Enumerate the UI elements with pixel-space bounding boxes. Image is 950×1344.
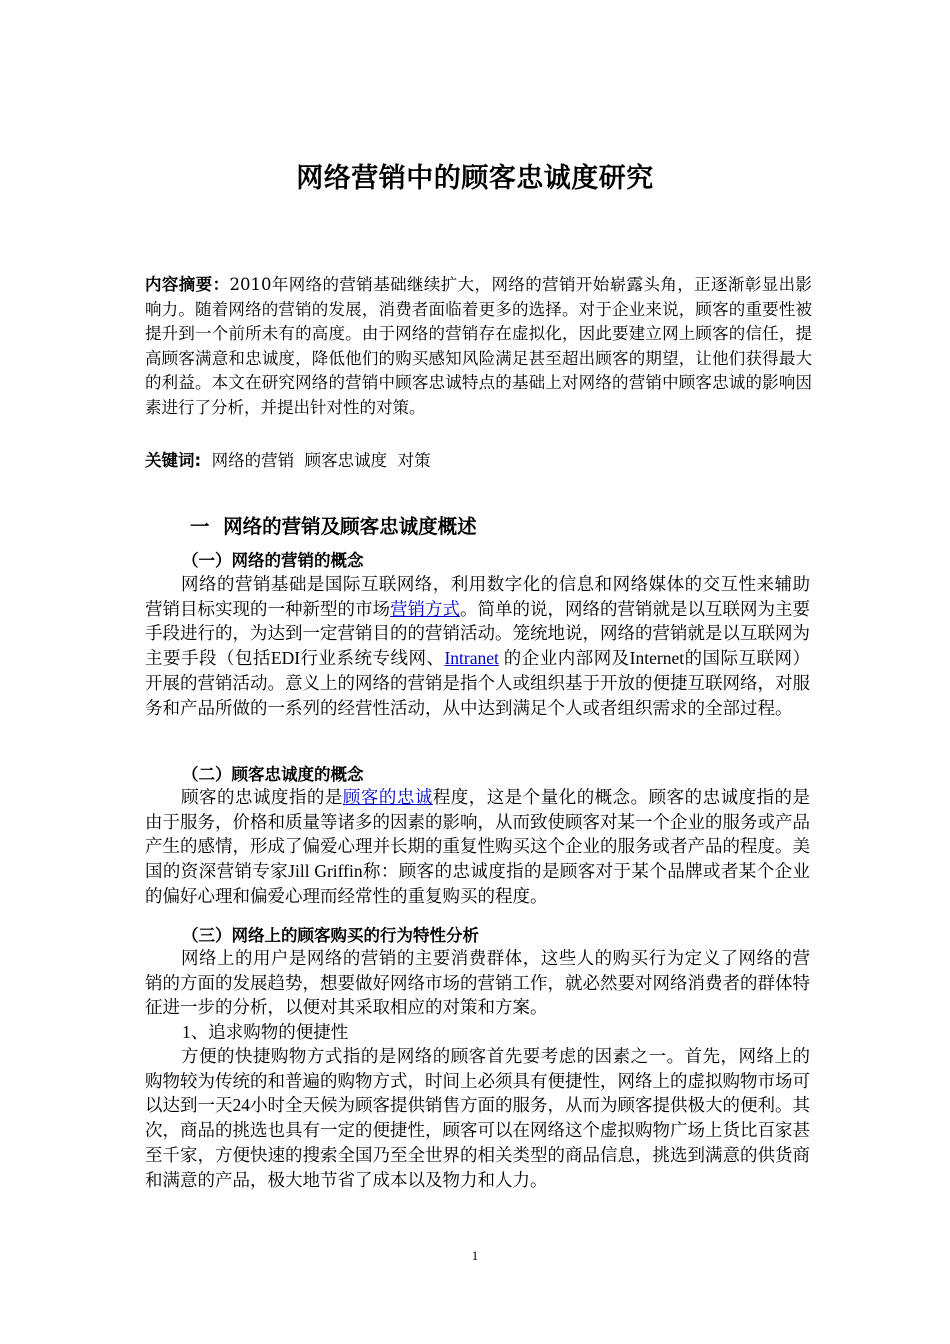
paragraph-behavior-analysis: 网络上的用户是网络的营销的主要消费群体，这些人的购买行为定义了网络的营销的方面的发展趋势，想要做好网络市场的营销工作，就必然要对网络消费者的群体特征进一步的分析，以便对其采取相应的对策和方案。	[145, 948, 810, 1018]
page-number: 1	[471, 1248, 479, 1263]
paragraph-text: 的企业内部网及Internet的国际互联网）开展的营销活动。意义上的网络的营销是指个人或组织基于开放的便捷互联网络，对服务和产品所做的一系列的经营性活动，从中达到满足个人或者组织需求的全部过程。	[145, 648, 810, 718]
keywords-label: 关键词:	[145, 451, 202, 470]
paragraph-text: 顾客的忠诚度指的是	[181, 787, 343, 807]
paragraph-marketing-concept	[145, 572, 810, 720]
section-heading-1: 一 网络的营销及顾客忠诚度概述	[190, 515, 477, 538]
keywords-text: 网络的营销 顾客忠诚度 对策	[201, 451, 431, 470]
paragraph-convenience: 方便的快捷购物方式指的是网络的顾客首先要考虑的因素之一。首先，网络上的购物较为传统的和普遍的购物方式，时间上必须具有便捷性，网络上的虚拟购物市场可以达到一天24小时全天候为顾客提供销售方面的服务，从而为顾客提供极大的便利。其次，商品的挑选也具有一定的便捷性，顾客可以在网络这个虚拟购物广场上货比百家甚至千家，方便快速的搜索全国乃至全世界的相关类型的商品信息，挑选到满意的供货商和满意的产品，极大地节省了成本以及物力和人力。	[145, 1046, 810, 1190]
item-heading-1: 1、追求购物的便捷性	[182, 1022, 349, 1042]
paragraph-text: 网络的营销基础是国际互联网络，利用数字化的信息和网络媒体的交互性来辅助营销目标实现的一种新型的市场	[145, 574, 810, 619]
link-customer-loyalty[interactable]: 顾客的忠诚	[342, 787, 433, 807]
subsection-heading-3: （三）网络上的顾客购买的行为特性分析	[182, 926, 479, 945]
paragraph-text: 。简单的说，网络的营销就是以互联网为主要手段进行的，为达到一定营销目的的营销活动。笼统地说，网络的营销就是以互联网为主要手段（包括EDI行业系统专线网、	[145, 598, 810, 669]
abstract-label: 内容摘要：	[145, 275, 230, 294]
keywords	[145, 449, 812, 473]
abstract-text: 2010年网络的营销基础继续扩大，网络的营销开始崭露头角，正逐渐彰显出影响力。随着网络的营销的发展，消费者面临着更多的选择。对于企业来说，顾客的重要性被提升到一个前所未有的高度。由于网络的营销存在虚拟化，因此要建立网上顾客的信任，提高顾客满意和忠诚度，降低他们的购买感知风险满足甚至超出顾客的期望，让他们获得最大的利益。本文在研究网络的营销中顾客忠诚特点的基础上对网络的营销中顾客忠诚的影响因素进行了分析，并提出针对性的对策。	[145, 275, 813, 417]
subsection-heading-1: （一）网络的营销的概念	[182, 551, 364, 570]
link-marketing-method[interactable]: 营销方式	[390, 598, 460, 619]
subsection-heading-2: （二）顾客忠诚度的概念	[182, 765, 364, 784]
paragraph-text: 程度，这是个量化的概念。顾客的忠诚度指的是由于服务，价格和质量等诸多的因素的影响，从而致使顾客对某一个企业的服务或产品产生的感情，形成了偏爱心理并长期的重复性购买这个企业的服务或者产品的程度。美国的资深营销专家Jill Griffin称：顾客的忠诚度指的是顾客对于某个品牌或者某个企业的偏好心理和偏爱心理而经常性的重复购买的程度。	[145, 787, 811, 906]
link-intranet[interactable]: Intranet	[444, 648, 499, 669]
abstract	[145, 273, 812, 420]
paragraph-loyalty-concept	[145, 785, 810, 909]
document-title: 网络营销中的顾客忠诚度研究	[296, 163, 654, 194]
